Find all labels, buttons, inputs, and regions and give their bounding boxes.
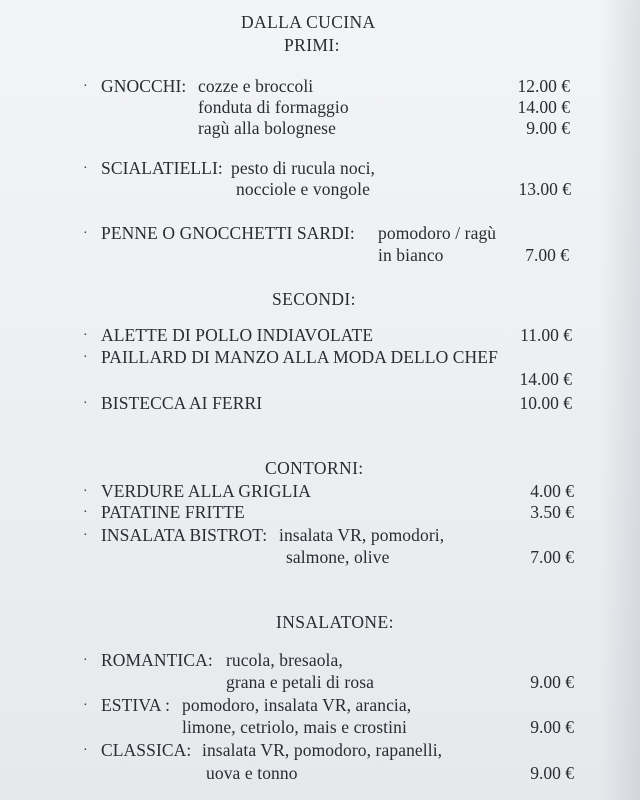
item-name: BISTECCA AI FERRI (101, 393, 263, 413)
item-desc: ragù alla bolognese (198, 118, 336, 138)
item-desc: nocciole e vongole (236, 179, 370, 199)
item-desc: pesto di rucula noci, (231, 158, 376, 178)
bullet: · (83, 653, 88, 668)
section-heading-insalatone: INSALATONE: (276, 612, 394, 632)
bullet: · (83, 350, 88, 365)
bullet: · (83, 396, 88, 411)
item-name: PAILLARD DI MANZO ALLA MODA DELLO CHEF (101, 347, 498, 367)
item-price: 14.00 € (519, 369, 572, 389)
item-name-gnocchi: GNOCCHI: (101, 76, 187, 96)
bullet: · (83, 328, 88, 343)
bullet: · (83, 484, 88, 499)
bullet: · (83, 505, 88, 520)
item-price: 9.00 € (530, 717, 574, 737)
item-name-scialatielli: SCIALATIELLI: (101, 158, 223, 178)
item-price: 10.00 € (519, 393, 572, 413)
item-name-insalata-bistrot: INSALATA BISTROT: (101, 525, 268, 545)
section-heading-contorni: CONTORNI: (265, 458, 364, 478)
item-price: 9.00 € (526, 118, 570, 138)
item-price: 7.00 € (530, 547, 574, 567)
item-desc: pomodoro, insalata VR, arancia, (182, 695, 412, 715)
item-price: 4.00 € (530, 481, 574, 501)
item-price: 7.00 € (525, 245, 569, 265)
item-desc: limone, cetriolo, mais e crostini (182, 717, 407, 737)
item-price: 3.50 € (530, 502, 574, 522)
item-price: 9.00 € (530, 672, 574, 692)
item-desc: salmone, olive (286, 547, 390, 567)
item-price: 12.00 € (517, 76, 570, 96)
item-name: VERDURE ALLA GRIGLIA (101, 481, 312, 501)
item-name: PATATINE FRITTE (101, 502, 245, 522)
bullet: · (83, 698, 88, 713)
bullet: · (83, 161, 88, 176)
item-desc: grana e petali di rosa (226, 672, 374, 692)
item-name-penne: PENNE O GNOCCHETTI SARDI: (101, 223, 355, 243)
item-name-classica: CLASSICA: (101, 740, 192, 760)
section-heading-primi: PRIMI: (284, 35, 340, 55)
item-desc: in bianco (378, 245, 444, 265)
section-heading-secondi: SECONDI: (272, 289, 356, 309)
bullet: · (83, 79, 88, 94)
item-price: 13.00 € (518, 179, 571, 199)
bullet: · (83, 528, 88, 543)
item-desc: fonduta di formaggio (198, 97, 349, 117)
item-name-estiva: ESTIVA : (101, 695, 171, 715)
item-desc: uova e tonno (206, 763, 298, 783)
item-desc: insalata VR, pomodori, (279, 525, 445, 545)
item-name-romantica: ROMANTICA: (101, 650, 213, 670)
item-desc: cozze e broccoli (198, 76, 314, 96)
menu-title: DALLA CUCINA (241, 12, 376, 32)
item-price: 9.00 € (530, 763, 574, 783)
bullet: · (83, 226, 88, 241)
item-desc: rucola, bresaola, (226, 650, 343, 670)
item-desc: pomodoro / ragù (378, 223, 497, 243)
item-desc: insalata VR, pomodoro, rapanelli, (202, 740, 443, 760)
item-price: 14.00 € (517, 97, 570, 117)
item-price: 11.00 € (520, 325, 572, 345)
bullet: · (83, 743, 88, 758)
item-name: ALETTE DI POLLO INDIAVOLATE (101, 325, 374, 345)
